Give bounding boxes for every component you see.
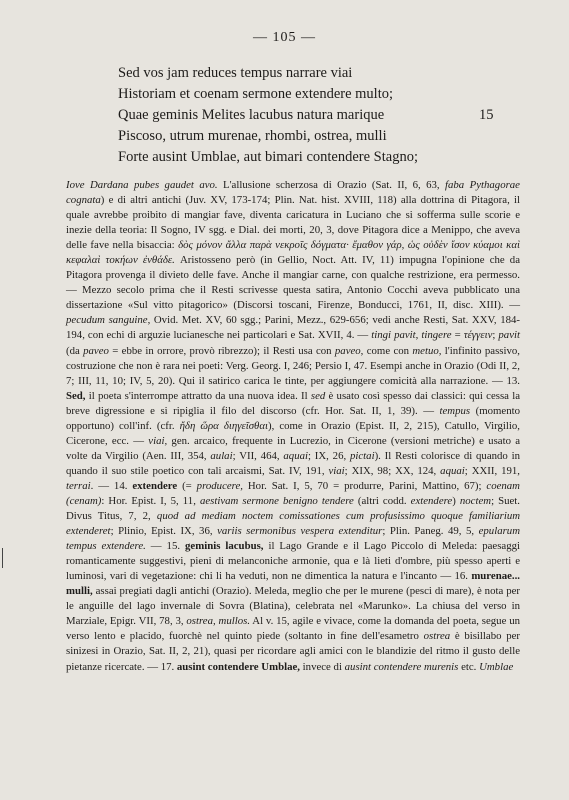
note-italic-text: pictai (349, 449, 375, 462)
note-italic-text: faba Pythagorae cognata (66, 179, 520, 207)
note-italic-text: coenam (cenam) (66, 479, 520, 507)
note-text: è bisillabo per sinizesi in Orazio, Sat. II, 2, 21), quasi per ricordare agli amici con le blandizie del ritmo il gusto delle pietanze ricercate. — 17. (66, 630, 520, 673)
verse-text: Sed vos jam reduces tempus narrare viai (118, 65, 353, 81)
note-text: = ebbe in orrore, provò ribrezzo); il Resti usa con (108, 344, 335, 357)
page-number-header: — 105 — (253, 30, 316, 45)
verse-line (118, 63, 518, 84)
note-italic-text: paveo, (334, 344, 364, 357)
note-text: ) e di altri antichi (Juv. XV, 173-174; Plin. Nat. hist. XVIII, 118) alla dottrina di Pitagora, il quale avrebbe proibito di mangiar fave, diventa caricatura in Luciano che si sofferma sulle scorie e inezie della teoria: Il Sogno, IV sgg. e Dial. dei morti, 20, 3, dove Pitagora dice a Menippo, che aveva delle fave nella bisaccia: (66, 194, 520, 252)
note-italic-text: metuo, (412, 344, 442, 357)
note-text: Hor. Sat. I, 5, 70 = produrre, Parini, Mattino, 67); (242, 479, 487, 492)
note-text: (da (66, 344, 84, 357)
note-text: gen. arcaico, frequente in Lucrezio, in Cicerone (versioni metriche) e usato a volte da Virgilio (Aen. III, 354, (66, 434, 521, 462)
note-text: ), come in Orazio (Epist. II, 2, 215), Catullo, Virgilio, Cicerone, ecc. — (66, 419, 520, 447)
note-text: assai pregiati dagli antichi (Orazio). Meleda, meglio che per le murene (pesci di mare), è nota per le anguille del lago invernale di Sovra (Blatina), celebrata nel «Marunko». La chiusa del verso in Marziale, Epigr. VII, 78, 3, (66, 585, 520, 628)
note-text: ). Il Resti colorisce di quando in quando il suo stile poetico con tali arcaismi, Sat. IV, 191, (66, 449, 521, 477)
note-text: ; (492, 329, 499, 342)
page-edge-mark (2, 548, 3, 568)
note-text: : Hor. Epist. I, 5, 11, (101, 494, 200, 507)
verse-block (118, 63, 518, 168)
commentary-notes (66, 178, 520, 675)
note-italic-text: paveo (83, 344, 109, 357)
verse-text: Forte ausint Umblae, aut bimari contendere Stagno; (118, 149, 418, 165)
note-italic-text: extendere (410, 494, 453, 507)
note-text: ; Plinio, Epist. IX, 36, (110, 525, 218, 538)
note-italic-text: Umblae (479, 660, 514, 673)
note-text: Aristosseno però (in Gellio, Noct. Att. IV, 11) impugna l'opinione che da Pitagora provenga il divieto delle fave. Anche il mangiar carne, con qualche restrizione, era permesso. — Mezzo secolo prima che il Resti scrivesse questa satira, Antonio Cocchi aveva pubblicato una dissertazione «Sul vitto pitagorico» (Discorsi toscani, Firenze, Bonducci, 1761, II, disc. XIII). — (66, 254, 520, 312)
note-italic-text: quod ad mediam noctem comissationes cum profusissimo quoque familiarium extenderet (66, 510, 521, 538)
note-italic-text: aquai (283, 449, 308, 462)
note-text: = (451, 329, 464, 342)
note-text: il poeta s'interrompe attratto da una nuova idea. Il (85, 389, 311, 402)
note-italic-text: tingi pavit, tingere (371, 329, 452, 342)
note-text: (altri codd. (353, 494, 411, 507)
note-text: — 15. (145, 540, 186, 553)
note-text: ; Plin. Paneg. 49, 5, (382, 525, 479, 538)
note-text: (= (177, 479, 197, 492)
note-text: etc. (458, 660, 480, 673)
note-text: ) (452, 494, 460, 507)
verse-text: Quae geminis Melites lacubus natura marique (118, 107, 385, 123)
note-text: l'infinito passivo, costruzione che non è rara nei poeti: Verg. Georg. I, 246; Persio I, 47. Esempi anche in Orazio (Odi II, 2, 7; III, 11, 10; IV, 5, 20). Qui il satirico carica le tinte, per aggiungere comicità alla narrazione. — 13. (66, 344, 520, 387)
verse-line (118, 84, 518, 105)
note-text: invece di (299, 660, 345, 673)
note-italic-text: aulai (210, 449, 233, 462)
note-lemma: geminis lacubus, (185, 540, 264, 553)
note-text: è usato così spesso dai classici: qui cessa la breve digressione e si ripiglia il filo del discorso (cfr. Hor. Sat. II, 1, 39). — (66, 389, 520, 417)
verse-text: Historiam et coenam sermone extendere multo; (118, 86, 394, 102)
note-italic-text: ostrea, mullos. (186, 615, 251, 628)
note-text: . — 14. (90, 479, 133, 492)
note-italic-text: epularum tempus extendere. (66, 525, 520, 553)
note-text: ; IX, 26, (307, 449, 350, 462)
note-italic-text: viai, (148, 434, 168, 447)
note-italic-text: tempus (439, 404, 471, 417)
note-lemma: Sed, (66, 389, 86, 402)
note-text: ; Suet. Divus Titus, 7, 2, (66, 494, 521, 523)
note-italic-text: pavit (498, 329, 520, 342)
verse-line (118, 147, 518, 168)
note-italic-text: δὸς μόνον ἄλλα παρὰ νεκροῖς δόγματα· ἔμαθον γάρ, ὡς οὐδὲν ἴσον κύαμοι καὶ κεφαλαὶ τοκήων ἐνθάδε. (66, 239, 520, 267)
note-italic-text: terrai (66, 479, 91, 492)
note-text: L'allusione scherzosa di Orazio (Sat. II, 6, 63, (217, 179, 446, 191)
verse-line (118, 126, 518, 147)
note-italic-text: sed (310, 389, 326, 402)
note-text: Ovid. Met. XV, 60 sgg.; Parini, Mezz., 629-656; vedi anche Resti, Sat. XXV, 184-194, con echi di arguzie lucianesche nei particolari e Sat. XVII, 4. — (66, 314, 520, 342)
note-italic-text: noctem (459, 494, 492, 507)
verse-line-number: 15 (479, 107, 494, 123)
note-text: ; XXII, 191, (464, 464, 520, 477)
note-text: Al v. 15, agile e vivace, come la domanda del poeta, segue un verso lento e placido, fuorchè nel quinto piede (soltanto in fine dell'esametro (66, 615, 520, 643)
note-italic-text: viai (328, 464, 345, 477)
note-italic-text: ἤδη ὥρα διηγεῖσθαι (179, 419, 269, 432)
note-text: il Lago Grande e il Lago Piccolo di Meleda: paesaggi romanticamente suggestivi, pieni di melanconiche armonie, qua e là lieti d'ombre, più spesso aperti e luminosi, vari di vegetazione: chi li ha veduti, non ne dimentica la natura e l'incanto — 16. (66, 540, 521, 583)
note-lemma: extendere (132, 479, 178, 492)
note-text: ; XIX, 98; XX, 124, (344, 464, 441, 477)
note-italic-text: ostrea (423, 630, 451, 643)
note-lemma: ausint contendere Umblae, (176, 660, 300, 673)
note-italic-text: ausint contendere murenis (344, 660, 459, 673)
note-italic-text: aquai (440, 464, 465, 477)
note-text: ; VII, 464, (232, 449, 284, 462)
note-lemma: murenae... mulli, (66, 570, 520, 598)
note-italic-text: aestivam sermone benigno tendere (199, 494, 354, 507)
note-italic-text: pecudum sanguine, (66, 314, 151, 327)
verse-line (118, 105, 518, 126)
note-text: (momento opportuno) coll'inf. (cfr. (66, 404, 520, 432)
note-italic-text: producere, (196, 479, 243, 492)
verse-text: Piscoso, utrum murenae, rhombi, ostrea, mulli (118, 128, 387, 144)
note-text: come con (363, 344, 413, 357)
note-italic-text: variis sermonibus vespera extenditur (217, 525, 383, 538)
note-italic-text: Iove Dardana pubes gaudet avo. (66, 179, 218, 191)
note-italic-text: τέγγειν (463, 329, 493, 342)
